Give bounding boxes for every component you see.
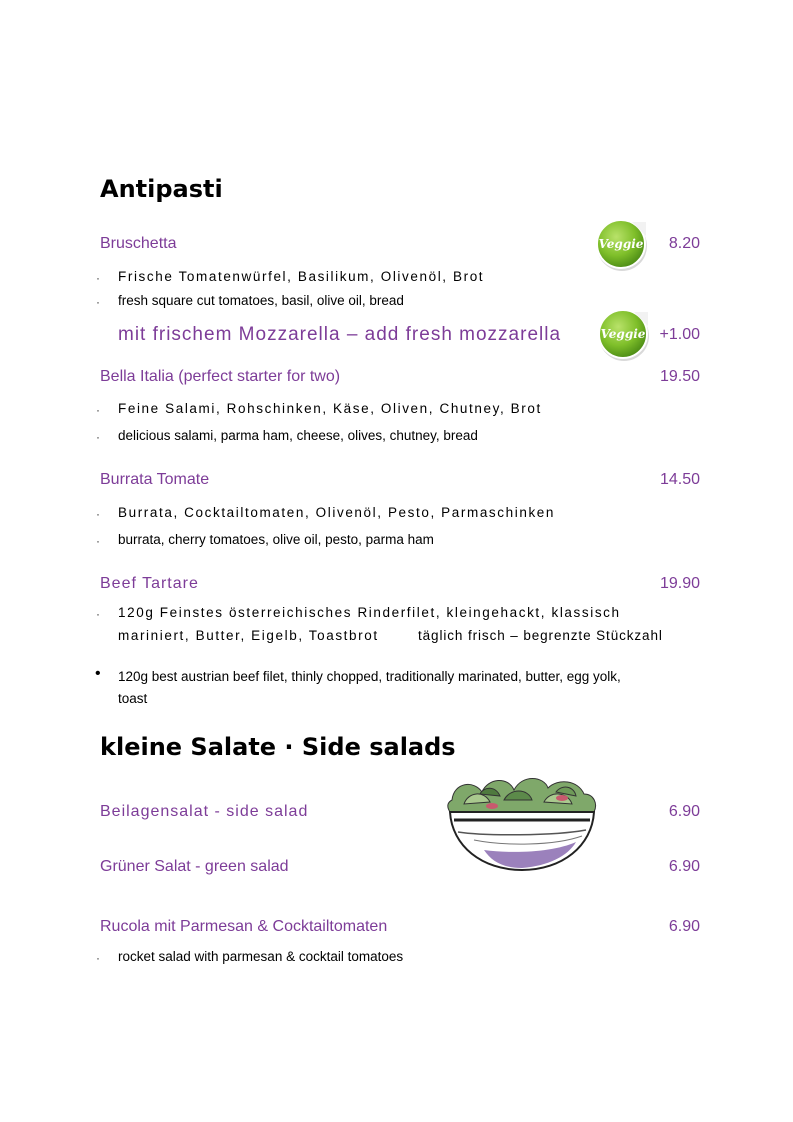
bruschetta-desc-en: fresh square cut tomatoes, basil, olive oil, bread	[118, 293, 404, 308]
bella-italia-name: Bella Italia (perfect starter for two)	[100, 368, 341, 385]
bullet: ·	[96, 295, 100, 309]
bullet: ·	[96, 534, 100, 548]
bella-italia-price: 19.50	[659, 368, 700, 385]
burrata-name: Burrata Tomate	[100, 471, 210, 488]
beef-tartare-desc-de-line1: 120g Feinstes österreichisches Rinderfilet, kleingehackt, klassisch	[118, 605, 621, 620]
burrata-desc-de: Burrata, Cocktailtomaten, Olivenöl, Pesto, Parmaschinken	[118, 505, 556, 520]
side-salad-price: 6.90	[668, 803, 700, 820]
antipasti-heading: Antipasti	[100, 175, 223, 203]
salads-heading: kleine Salate · Side salads	[100, 733, 456, 761]
bullet: ·	[96, 271, 100, 285]
burrata-desc-en: burrata, cherry tomatoes, olive oil, pesto, parma ham	[118, 532, 434, 547]
beef-tartare-name: Beef Tartare	[100, 575, 199, 592]
green-salad-name: Grüner Salat - green salad	[100, 858, 289, 875]
rucola-desc-en: rocket salad with parmesan & cocktail tomatoes	[118, 949, 404, 964]
beef-tartare-price: 19.90	[659, 575, 700, 592]
bruschetta-name: Bruschetta	[100, 235, 177, 252]
mozzarella-addon-price: +1.00	[659, 326, 700, 343]
beef-tartare-desc-en-line1: 120g best austrian beef filet, thinly chopped, traditionally marinated, butter, egg yolk,	[118, 669, 621, 684]
bella-italia-desc-de: Feine Salami, Rohschinken, Käse, Oliven, Chutney, Brot	[118, 401, 542, 416]
rucola-name: Rucola mit Parmesan & Cocktailtomaten	[100, 918, 388, 935]
bullet: ·	[96, 430, 100, 444]
rucola-price: 6.90	[668, 918, 700, 935]
bruschetta-price: 8.20	[668, 235, 700, 252]
bullet: ·	[96, 607, 100, 621]
veggie-badge-label: Veggie	[600, 327, 646, 341]
bullet: ·	[96, 403, 100, 417]
bullet: ·	[96, 951, 100, 965]
beef-tartare-note: täglich frisch – begrenzte Stückzahl	[418, 628, 663, 643]
beef-tartare-desc-de-line2: mariniert, Butter, Eigelb, Toastbrot	[118, 628, 379, 643]
salad-bowl-icon	[444, 770, 600, 880]
burrata-price: 14.50	[659, 471, 700, 488]
green-salad-price: 6.90	[668, 858, 700, 875]
mozzarella-addon: mit frischem Mozzarella – add fresh mozzarella	[118, 324, 562, 345]
side-salad-name: Beilagensalat - side salad	[100, 803, 309, 820]
bella-italia-desc-en: delicious salami, parma ham, cheese, olives, chutney, bread	[118, 428, 478, 443]
bullet: •	[95, 665, 101, 682]
bullet: ·	[96, 507, 100, 521]
beef-tartare-desc-en-line2: toast	[118, 691, 148, 706]
veggie-badge-label: Veggie	[598, 237, 644, 251]
bruschetta-desc-de: Frische Tomatenwürfel, Basilikum, Olivenöl, Brot	[118, 269, 485, 284]
